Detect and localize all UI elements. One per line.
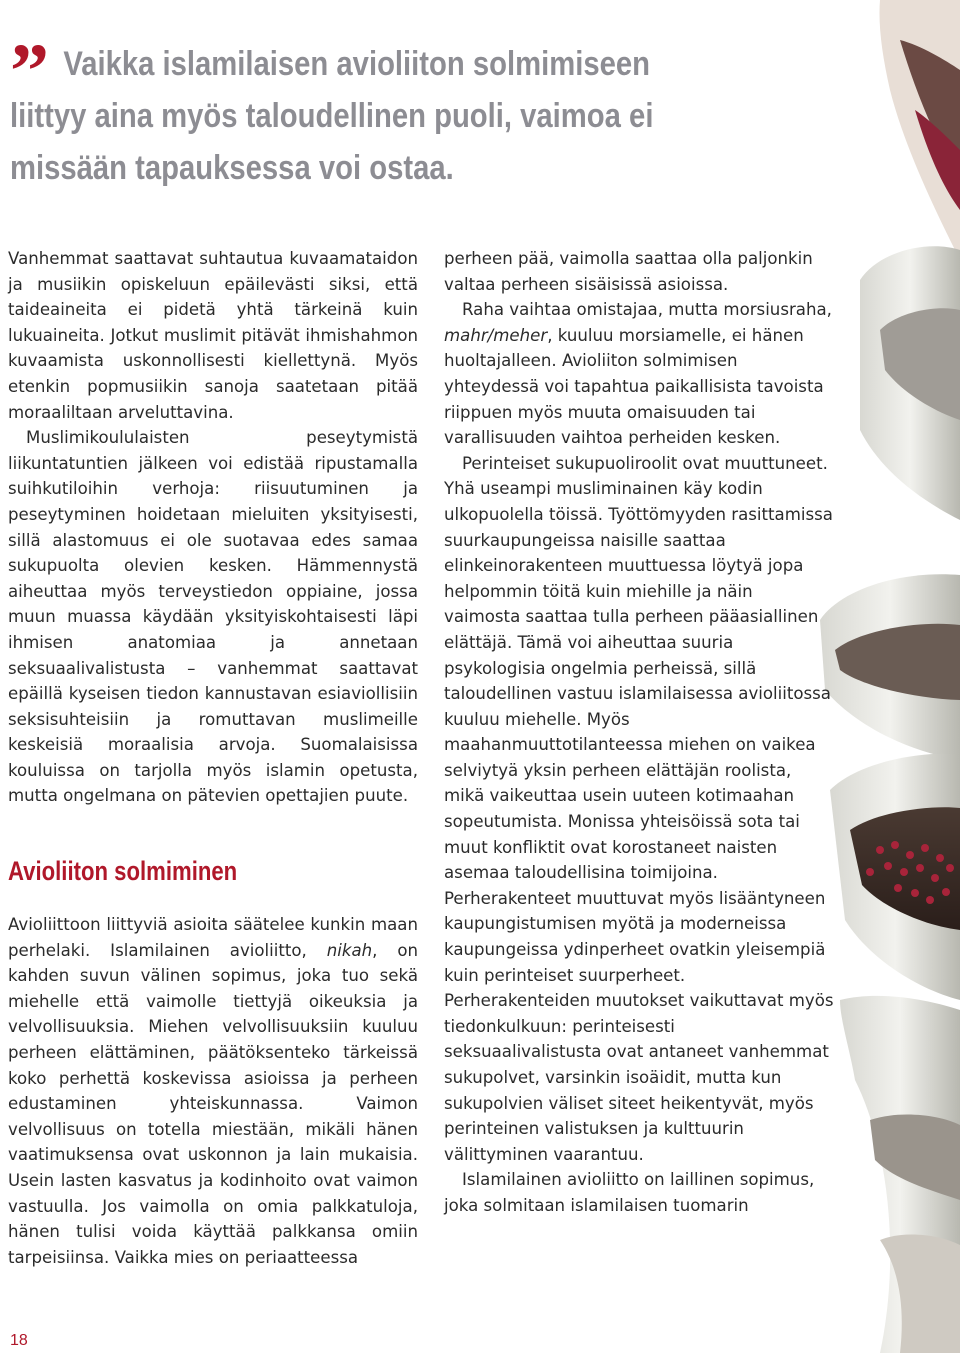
body-paragraph: Perinteiset sukupuoliroolit ovat muuttuneet. Yhä useampi musliminainen käy kodin ulkopuolella töissä. Työttömyyden rasittamissa suurkaupungeissa naisille saattaa elinkeinorakenteen muuttuessa löytyä jopa helpommin töitä kuin miehille ja näin vaimosta saattaa tulla perheen pääasiallinen elättäjä. Tämä voi aiheuttaa suuria psykologisia ongelmia perheissä, sillä taloudellinen vastuu islamilaisessa avioliitossa kuuluu miehelle. Myös maahanmuuttotilanteessa miehen on vaikea selviytyä yksin perheen elättäjän roolista, mikä vaikeuttaa usein uuteen kotimaahan sopeutumista. Monissa yhteisöissä sota tai muut konfliktit ovat korostaneet naisten asemaa taloudellisina toimijoina. Perherakenteet muuttuvat myös lisääntyneen kaupungistumisen myötä ja moderneissa kaupungeissa ydinperheet ovatkin yleisempiä kuin perinteiset suurperheet. Perherakenteiden muutokset vaikuttavat myös tiedonkulkuun: perinteisesti seksuaalivalistusta ovat antaneet vanhemmat sukupolvet, varsinkin isoäidit, mutta kun sukupolvien väliset siteet heikentyvät, myös perinteinen valistuksen ja kulttuurin välittyminen vaarantuu. — [444, 453, 834, 1164]
section-body — [8, 912, 418, 1270]
page-number: 18 — [10, 1332, 28, 1349]
body-paragraph: Muslimikoululaisten peseytymistä liikuntatuntien jälkeen voi edistää ripustamalla suihkutiloihin verhoja: riisuutuminen ja peseytyminen hoidetaan mieluiten yksityisesti, sillä alastomuus ei ole suotavaa edes samaa sukupuolta olevien kesken. Hämmennystä aiheuttaa myös terveystiedon oppiaine, jossa muun muassa käydään yksityiskohtaisesti läpi ihmisen anatomiaa ja annetaan seksuaalivalistusta – vanhemmat saattavat epäillä kyseisen tiedon kannustavan esiaviollisiin seksisuhteisiin ja romuttavan muslimeille keskeisiä moraalisia arvoja. Suomalaisissa kouluissa on tarjolla myös islamin opetusta, mutta ongelmana on pätevien opettajien puute. — [8, 428, 418, 806]
body-paragraph: perheen pää, vaimolla saattaa olla paljonkin valtaa perheen sisäisissä asioissa. — [444, 249, 813, 294]
right-column — [444, 246, 834, 1219]
left-column — [8, 246, 418, 809]
body-paragraph: Vanhemmat saattavat suhtautua kuvaamataidon ja musiikin opiskeluun epäilevästi siksi, että taideaineita ei pidetä yhtä tärkeinä kuin lukuaineita. Jotkut muslimit pitävät ihmishahmon kuvaamista uskonnollisesti kiellettynä. Myös etenkin popmusiikin sanoja saatetaan pitää moraaliltaan arveluttavina. — [8, 249, 418, 422]
body-paragraph: Islamilainen avioliitto on laillinen sopimus, joka solmitaan islamilaisen tuomarin — [444, 1170, 815, 1215]
pull-quote: Vaikka islamilaisen avioliiton solmimiseen liittyy aina myös taloudellinen puoli, vaimoa ei missään tapauksessa voi ostaa. — [10, 45, 654, 187]
body-paragraph: Avioliittoon liittyviä asioita säätelee kunkin maan perhelaki. Islamilainen avioliitto, nikah, on kahden suvun välinen sopimus, joka tuo sekä miehelle että vaimolle tiettyjä oikeuksia ja velvollisuuksia. Miehen velvollisuuksiin kuuluu perheen elättäminen, päätöksenteko tärkeissä koko perhettä koskevissa asioissa ja perheen edustaminen yhteiskunnassa. Vaimon velvollisuus on totella miestään, mikäli hänen vaatimuksensa ovat uskonnon ja lain mukaisia. Usein lasten kasvatus ja kodinhoito ovat vaimon vastuulla. Jos vaimolla on omia palkkatuloja, hänen tulisi voida käyttää palkkansa omiin tarpeisiinsa. Vaikka mies on periaatteessa — [8, 915, 418, 1267]
quote-mark-icon: ” — [10, 27, 43, 114]
term-mahr-meher: mahr/meher — [444, 325, 548, 345]
term-nikah: nikah — [326, 940, 373, 960]
body-paragraph: Raha vaihtaa omistajaa, mutta morsiusraha, mahr/meher, kuuluu morsiamelle, ei hänen huoltajalleen. Avioliiton solmimisen yhteydessä voi tapahtua paikallisista tavoista riippuen myös muuta omaisuuden tai varallisuuden vaihtoa perheiden kesken. — [444, 300, 832, 448]
section-heading: Avioliiton solmiminen — [8, 856, 238, 886]
